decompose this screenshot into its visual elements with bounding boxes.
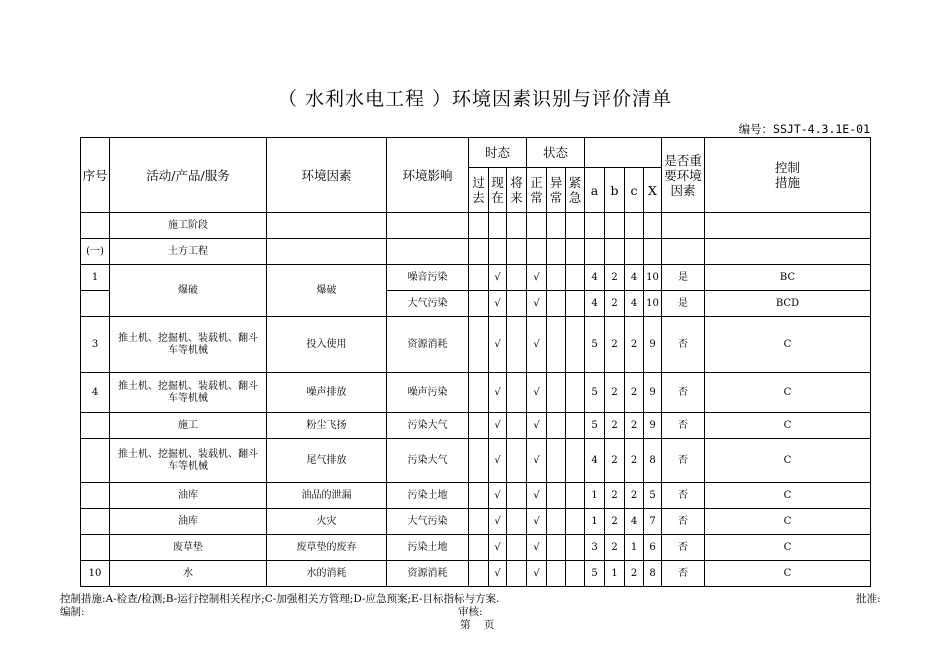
header-b: b bbox=[605, 168, 625, 213]
header-state: 状态 bbox=[527, 138, 585, 168]
header-factor: 环境因素 bbox=[267, 138, 387, 213]
subsection-label: 土方工程 bbox=[110, 239, 267, 265]
table-row: 施工 粉尘飞扬 污染大气 √ √ 5 2 2 9 否 C bbox=[81, 413, 871, 439]
table-row: 3 推土机、挖掘机、装载机、翻斗车等机械 投入使用 资源消耗 √ √ 5 2 2 9 否 C bbox=[81, 317, 871, 373]
stage-row bbox=[81, 213, 871, 239]
subsection-seq: (一) bbox=[81, 239, 110, 265]
header-a: a bbox=[585, 168, 605, 213]
table-row: 推土机、挖掘机、装载机、翻斗车等机械 尾气排放 污染大气 √ √ 4 2 2 8 否 C bbox=[81, 439, 871, 483]
header-time-state: 时态 bbox=[469, 138, 527, 168]
table-row: 油库 火灾 大气污染 √ √ 1 2 4 7 否 C bbox=[81, 509, 871, 535]
header-activity: 活动/产品/服务 bbox=[110, 138, 267, 213]
table-row: 油库 油品的泄漏 污染土地 √ √ 1 2 2 5 否 C bbox=[81, 483, 871, 509]
header-future: 将来 bbox=[507, 168, 527, 213]
table-row: 大气污染 √ √ 4 2 4 10 是 BCD bbox=[81, 291, 871, 317]
table-row: 废草垫 废草垫的废弃 污染土地 √ √ 3 2 1 6 否 C bbox=[81, 535, 871, 561]
header-normal: 正常 bbox=[527, 168, 547, 213]
header-emergency: 紧急 bbox=[566, 168, 585, 213]
page-title: （ 水利水电工程 ）环境因素识别与评价清单 bbox=[277, 88, 673, 110]
approve-label: 批准: bbox=[856, 593, 881, 605]
header-present: 现在 bbox=[489, 168, 507, 213]
header-impact: 环境影响 bbox=[387, 138, 469, 213]
header-abnormal: 异常 bbox=[547, 168, 566, 213]
stage-label: 施工阶段 bbox=[110, 213, 267, 239]
page-number: 第 页 bbox=[460, 619, 495, 631]
table-row: 1 爆破 爆破 噪音污染 √ √ 4 2 4 10 是 BC bbox=[81, 265, 871, 291]
review-label: 审核: bbox=[458, 606, 483, 618]
table-row: 4 推土机、挖掘机、装载机、翻斗车等机械 噪声排放 噪声污染 √ √ 5 2 2 9 否 C bbox=[81, 373, 871, 413]
header-significant: 是否重要环境因素 bbox=[662, 138, 705, 213]
header-c: c bbox=[625, 168, 644, 213]
control-legend: 控制措施:A-检查/检测;B-运行控制相关程序;C-加强相关方管理;D-应急预案;E-目标指标与方案. bbox=[60, 593, 500, 605]
document-code: 编号：SSJT-4.3.1E-01 bbox=[738, 122, 870, 136]
header-seq: 序号 bbox=[81, 138, 110, 213]
environment-factor-table bbox=[80, 137, 871, 587]
header-past: 过去 bbox=[469, 168, 489, 213]
prepare-label: 编制: bbox=[60, 606, 85, 618]
subsection-row bbox=[81, 239, 871, 265]
header-score-group bbox=[585, 138, 662, 168]
header-control: 控制措施 bbox=[705, 138, 871, 213]
header-x: X bbox=[644, 168, 662, 213]
table-row: 10 水 水的消耗 资源消耗 √ √ 5 1 2 8 否 C bbox=[81, 561, 871, 587]
